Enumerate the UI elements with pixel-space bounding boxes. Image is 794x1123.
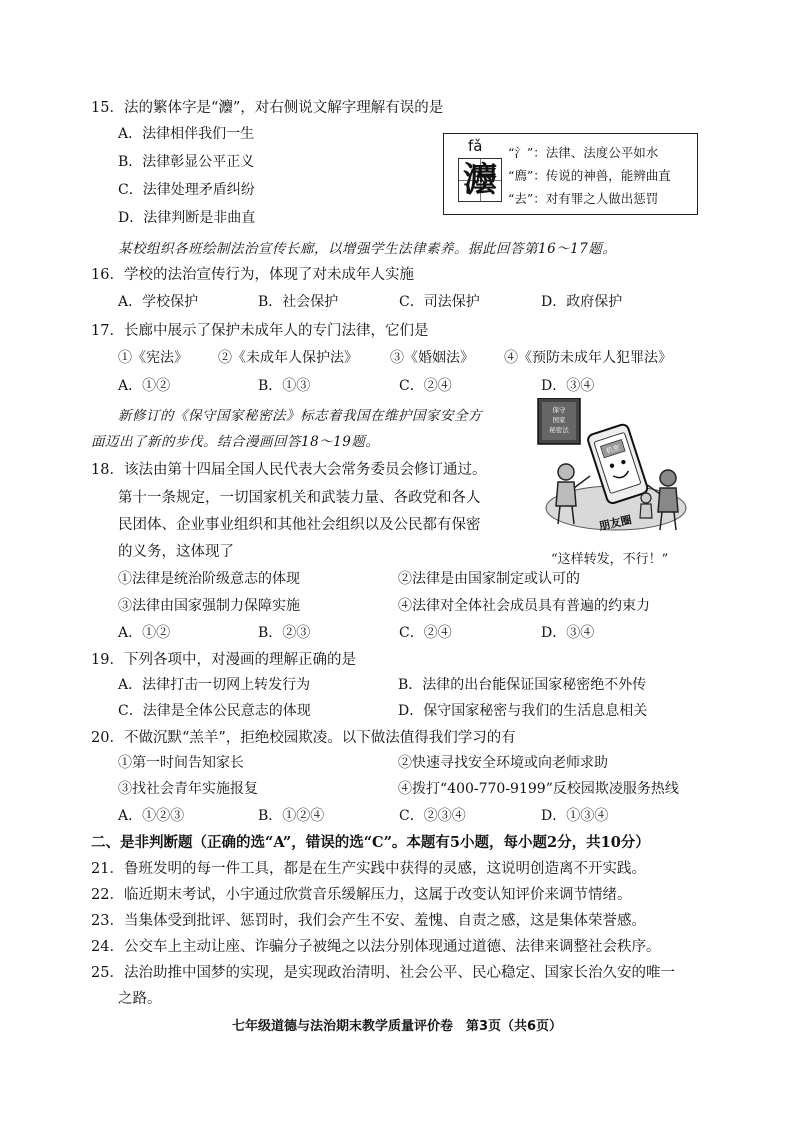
q18-stem-line-1: 18．该法由第十四届全国人民代表大会常务委员会修订通过。	[91, 462, 487, 478]
q20-option-b: B．①②④	[258, 808, 325, 824]
q16-option-b: B．社会保护	[258, 294, 339, 310]
q16-option-d: D．政府保护	[541, 294, 623, 310]
q19-stem: 19．下列各项中，对漫画的理解正确的是	[91, 652, 356, 668]
judgment-23: 23．当集体受到批评、惩罚时，我们会产生不安、羞愧、自责之感，这是集体荣誉感。	[91, 913, 646, 929]
q20-item-3: ③找社会青年实施报复	[118, 781, 258, 797]
judgment-24: 24．公交车上主动让座、诈骗分子被绳之以法分别体现通过道德、法律来调整社会秩序。	[91, 939, 661, 955]
book-label-2: 国家	[552, 416, 566, 424]
q20-stem: 20．不做沉默“羔羊”，拒绝校园欺凌。以下做法值得我们学习的有	[91, 730, 516, 746]
judgment-22: 22．临近期末考试，小宇通过欣赏音乐缓解压力，这属于改变认知评价来调节情绪。	[91, 887, 632, 903]
q17-option-d: D．③④	[541, 378, 595, 394]
q15-option-b: B．法律彰显公平正义	[118, 154, 255, 170]
q18-item-2: ②法律是由国家制定或认可的	[398, 571, 580, 587]
person-small	[640, 493, 652, 518]
q15-stem: 15．法的繁体字是“灋”，对右侧说文解字理解有误的是	[91, 100, 444, 116]
q16-stem: 16．学校的法治宣传行为，体现了对未成年人实施	[91, 267, 414, 283]
cartoon-illustration	[528, 398, 698, 548]
cartoon-caption: “这样转发，不行！”	[551, 552, 669, 567]
intro-16-17: 某校组织各班绘制法治宣传长廊，以增强学生法律素养。据此回答第16～17题。	[118, 241, 617, 257]
q17-stem: 17．长廊中展示了保护未成年人的专门法律，它们是	[91, 323, 429, 339]
q17-option-a: A．①②	[118, 378, 171, 394]
q20-option-a: A．①②③	[118, 808, 185, 824]
q18-item-4: ④法律对全体社会成员具有普遍的约束力	[398, 598, 650, 614]
q15-option-c: C．法律处理矛盾纠纷	[118, 182, 255, 198]
q19-option-c: C．法律是全体公民意志的体现	[118, 703, 311, 719]
pinyin-label: fǎ	[468, 137, 483, 155]
q18-item-1: ①法律是统治阶级意志的体现	[118, 571, 300, 587]
q15-option-d: D．法律判断是非曲直	[118, 210, 256, 226]
q20-item-4: ④拨打“400-770-9199”反校园欺凌服务热线	[398, 781, 679, 797]
q17-option-b: B．①③	[258, 378, 311, 394]
q18-option-c: C．②④	[399, 625, 452, 641]
q20-item-1: ①第一时间告知家长	[118, 755, 244, 771]
box-line-3: “去”：对有罪之人做出惩罚	[508, 191, 659, 206]
judgment-25-continued: 之路。	[118, 991, 162, 1007]
circle-label: 朋友圈	[597, 513, 633, 533]
q20-option-c: C．②③④	[399, 808, 466, 824]
q17-item-4: ④《预防未成年人犯罪法》	[504, 350, 672, 366]
q18-option-b: B．②③	[258, 625, 311, 641]
q18-stem-line-4: 的义务，这体现了	[118, 544, 234, 560]
q15-option-a: A．法律相伴我们一生	[118, 126, 255, 142]
intro-18-19-line-2: 面迈出了新的步伐。结合漫画回答18～19题。	[91, 434, 380, 450]
page-footer: 七年级道德与法治期末教学质量评价卷 第3页（共6页）	[231, 1019, 563, 1034]
q19-option-d: D．保守国家秘密与我们的生活息息相关	[398, 703, 648, 719]
section-2-heading: 二、是非判断题（正确的选“A”，错误的选“C”。本题有5小题，每小题2分，共10分）	[91, 834, 650, 851]
q16-option-c: C．司法保护	[399, 294, 480, 310]
book-label-1: 保守	[552, 406, 566, 414]
svg-text:机密: 机密	[605, 443, 621, 456]
q18-option-a: A．①②	[118, 625, 171, 641]
judgment-21: 21．鲁班发明的每一件工具，都是在生产实践中获得的灵感，这说明创造离不开实践。	[91, 861, 646, 877]
box-line-2: “廌”：传说的神兽，能辨曲直	[508, 168, 671, 183]
q18-stem-line-2: 第十一条规定，一切国家机关和武装力量、各政党和各人	[118, 490, 481, 506]
q17-item-1: ①《宪法》	[118, 350, 188, 366]
box-line-1: “氵”：法律、法度公平如水	[508, 145, 659, 160]
q19-option-b: B．法律的出台能保证国家秘密绝不外传	[398, 677, 647, 693]
character-grid	[458, 158, 502, 202]
q16-option-a: A．学校保护	[118, 294, 199, 310]
q18-item-3: ③法律由国家强制力保障实施	[118, 598, 300, 614]
book-label-3: 秘密法	[549, 426, 569, 434]
judgment-25: 25．法治助推中国梦的实现，是实现政治清明、社会公平、民心稳定、国家长治久安的唯一	[91, 965, 675, 981]
q20-item-2: ②快速寻找安全环境或向老师求助	[398, 755, 608, 771]
q19-option-a: A．法律打击一切网上转发行为	[118, 677, 311, 693]
q18-stem-line-3: 民团体、企业事业组织和其他社会组织以及公民都有保密	[118, 517, 481, 533]
q17-option-c: C．②④	[399, 378, 452, 394]
q20-option-d: D．①③④	[541, 808, 609, 824]
q17-item-3: ③《婚姻法》	[390, 350, 474, 366]
intro-18-19-line-1: 新修订的《保守国家秘密法》标志着我国在维护国家安全方	[118, 408, 482, 424]
traditional-character: 灋	[463, 160, 497, 200]
q18-option-d: D．③④	[541, 625, 595, 641]
q17-item-2: ②《未成年人保护法》	[218, 350, 358, 366]
